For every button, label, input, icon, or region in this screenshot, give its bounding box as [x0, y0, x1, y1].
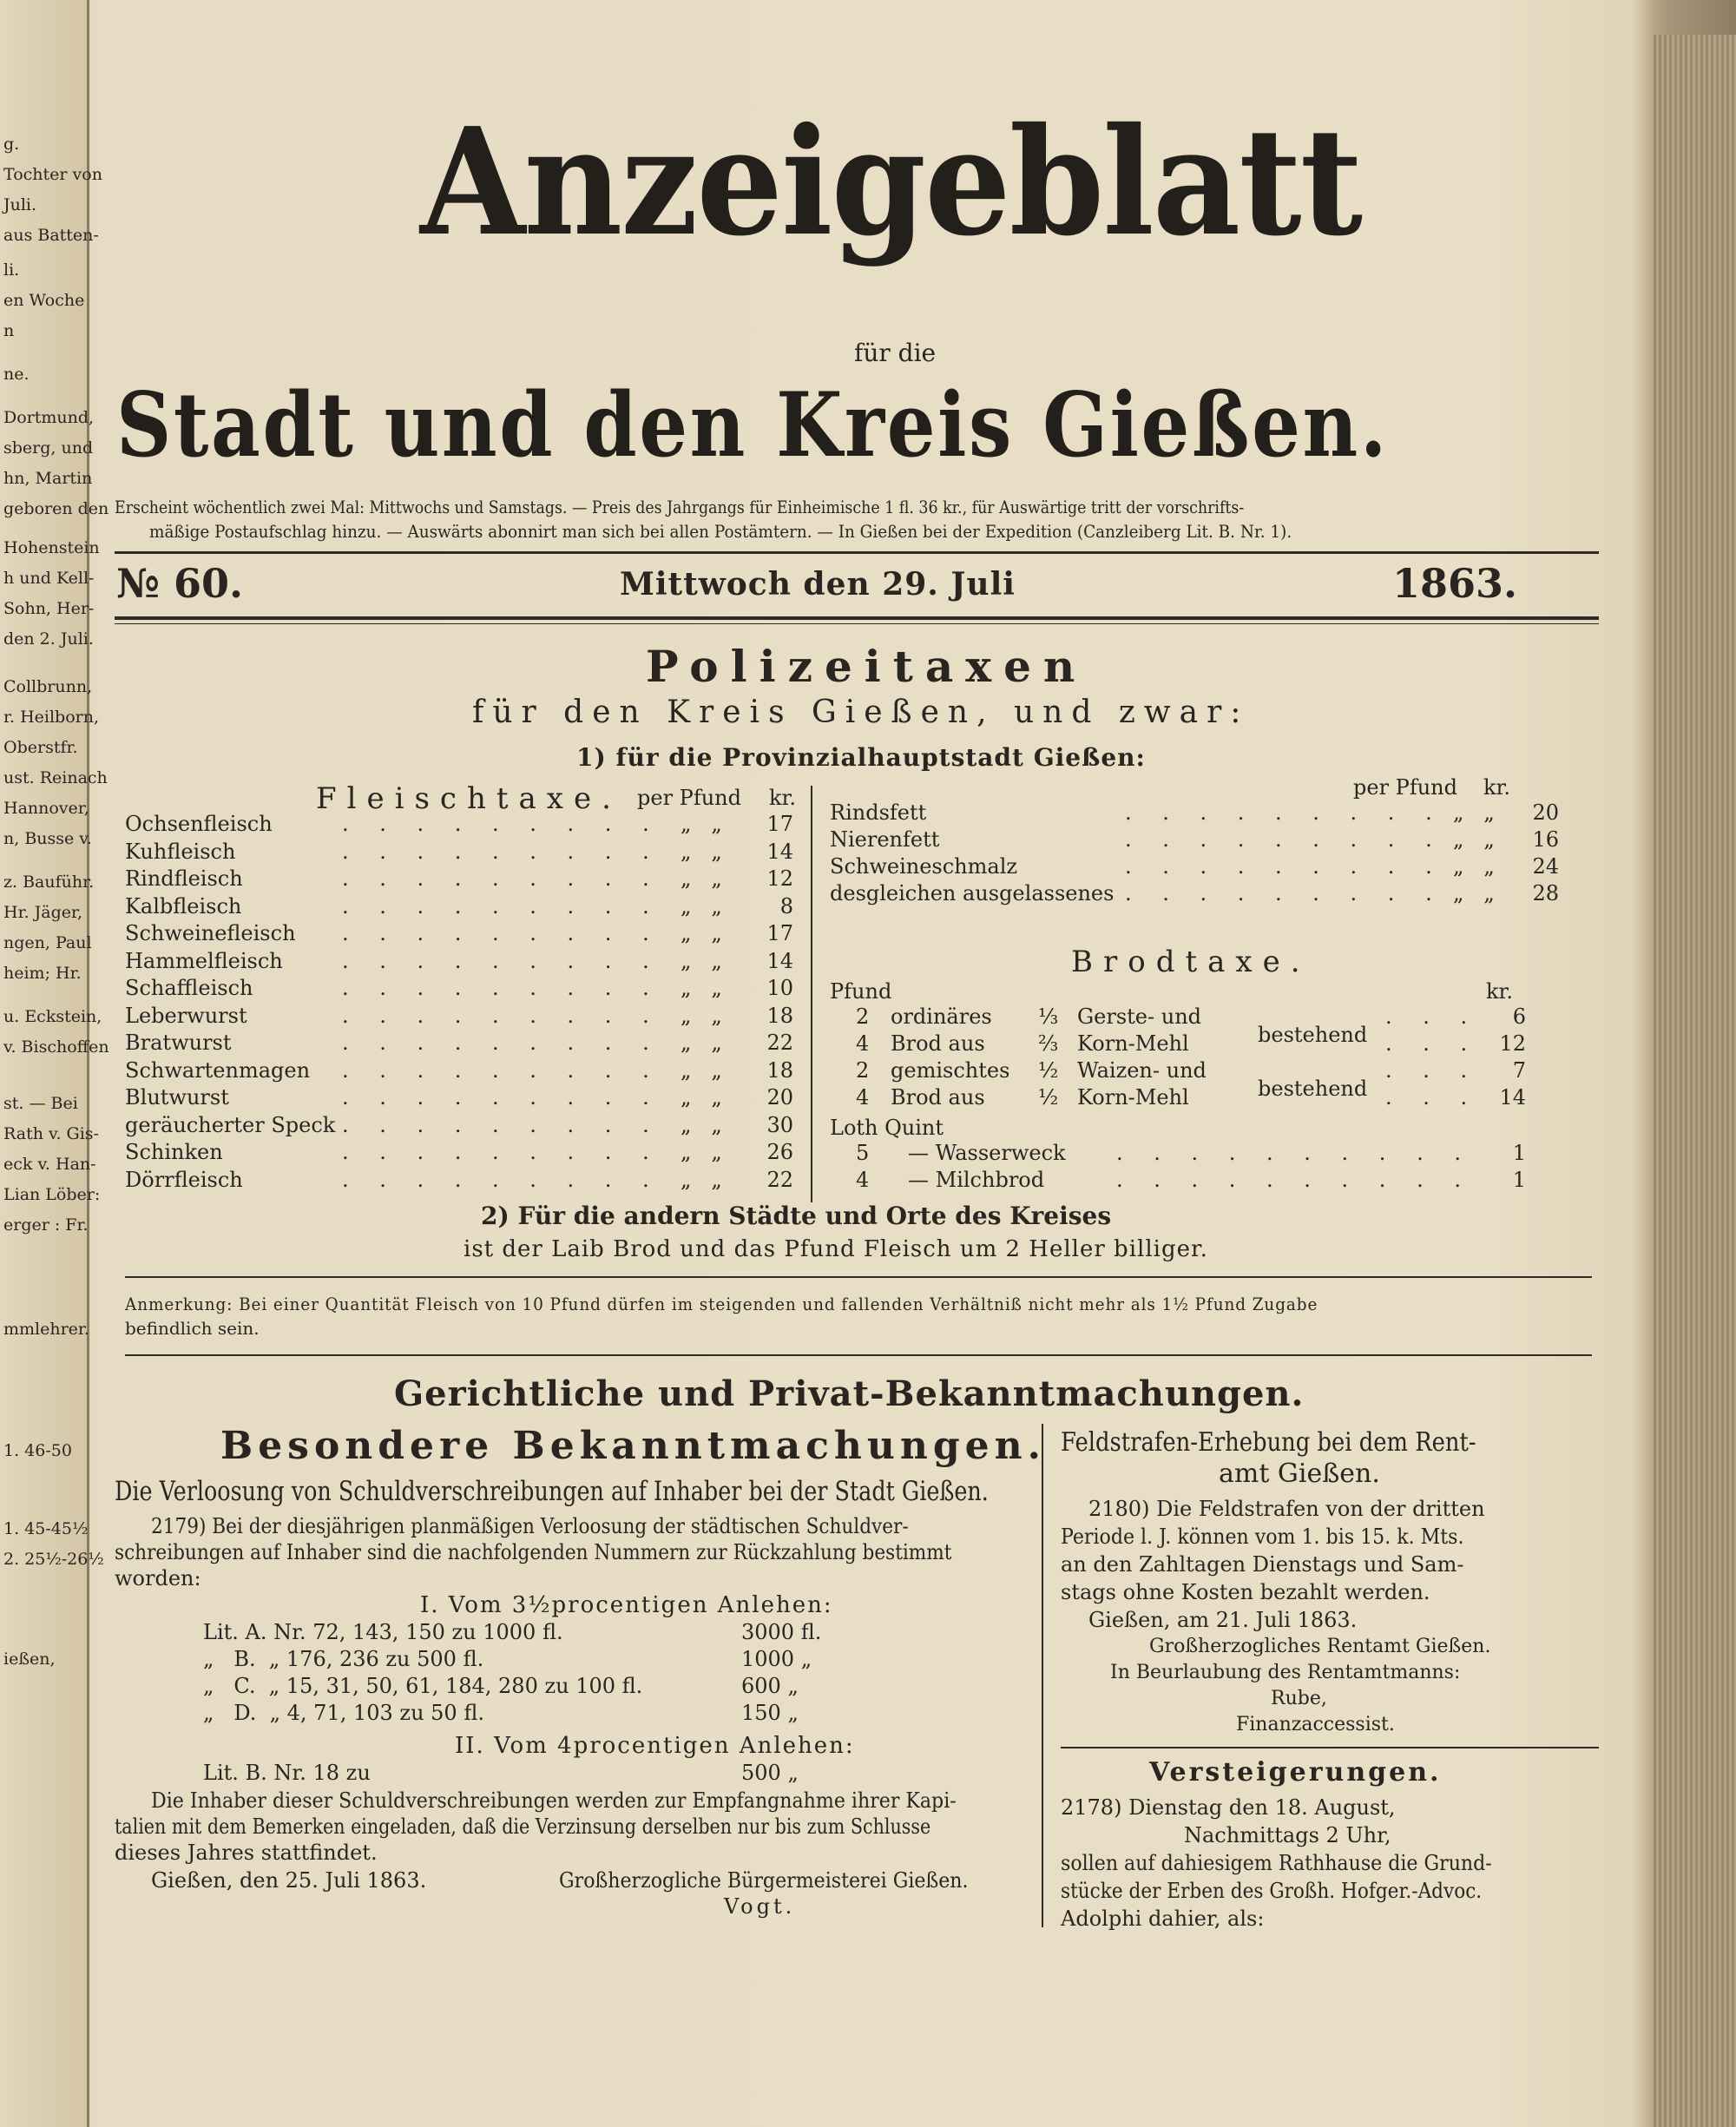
brod-price: 7 — [1512, 1058, 1526, 1083]
prev-page-fragment: ust. Reinach — [3, 768, 108, 787]
price-row — [125, 921, 819, 949]
prev-page-fragment: Oberstfr. — [3, 738, 78, 757]
prev-page-fragment: ngen, Paul — [3, 933, 92, 952]
price-item-name: Rindfleisch — [125, 866, 243, 891]
front-page — [90, 0, 1653, 2127]
brod-qty: 2 — [856, 1004, 870, 1029]
price-row — [830, 881, 1559, 908]
brod-fraction: ⅓ — [1038, 1004, 1059, 1029]
bekanntmachungen-heading: Gerichtliche und Privat-Bekanntmachungen. — [394, 1373, 1305, 1414]
price-value: 26 — [766, 1140, 793, 1164]
price-item-name: Rindsfett — [830, 800, 927, 825]
leader-dots: . . . . . . . . . — [342, 812, 661, 836]
page-stack-edge — [1654, 35, 1736, 2127]
loth-quint: Loth Quint — [830, 1116, 944, 1140]
price-value: 18 — [766, 1057, 793, 1083]
verloosung-intro-1: 2179) Bei der diesjährigen planmäßigen Verloosung der städtischen Schuldver- — [151, 1514, 909, 1538]
price-value: 16 — [1532, 827, 1559, 852]
prev-page-fragment: n — [3, 321, 15, 340]
weck-row — [830, 1141, 1542, 1168]
ditto-marks: „ „ — [681, 1167, 722, 1192]
leader-dots: . . . . . . . . . — [342, 1003, 661, 1028]
prev-page-fragment: heim; Hr. — [3, 964, 82, 983]
price-item-name: Schweinefleisch — [125, 921, 296, 945]
brod-qty: 4 — [856, 1031, 870, 1056]
prev-page-fragment: ießen, — [3, 1650, 56, 1669]
anlehen-row — [203, 1620, 1028, 1647]
brod-grain: Waizen- und — [1077, 1058, 1207, 1083]
verloosung-signer: Vogt. — [724, 1894, 796, 1919]
feldstrafen-place: Gießen, am 21. Juli 1863. — [1088, 1608, 1358, 1632]
price-item-name: Kalbfleisch — [125, 893, 242, 919]
ditto-marks: „ „ — [1453, 881, 1495, 905]
leader-dots: . . . . . . . . . — [342, 1167, 661, 1192]
prev-page-fragment: Hohenstein — [3, 538, 100, 557]
anlehen-row — [203, 1674, 1028, 1701]
price-item-name: Schinken — [125, 1140, 223, 1164]
ditto-marks: „ „ — [681, 866, 722, 891]
price-item-name: Schwartenmagen — [125, 1057, 311, 1083]
leader-dots: . . . — [1385, 1058, 1480, 1083]
verloosung-intro-3: worden: — [115, 1566, 201, 1590]
price-row — [125, 949, 819, 977]
ditto-marks: „ „ — [1453, 800, 1495, 825]
ditto-marks: „ „ — [681, 1003, 722, 1028]
price-item-name: Kuhfleisch — [125, 839, 236, 864]
anlehen-numbers: „ B. „ 176, 236 zu 500 fl. — [203, 1647, 484, 1671]
brod-grain: Korn-Mehl — [1077, 1031, 1189, 1056]
price-row — [125, 1168, 819, 1195]
prev-page-fragment: u. Eckstein, — [3, 1007, 102, 1026]
verloosung-intro-2: schreibungen auf Inhaber sind die nachfolgenden Nummern zur Rückzahlung bestimmt — [115, 1540, 952, 1564]
prev-page-fragment: geboren den — [3, 499, 109, 518]
leader-dots: . . . . . . . . . — [342, 1031, 661, 1055]
price-item-name: Dörrfleisch — [125, 1167, 243, 1192]
leader-dots: . . . . . . . . . — [1125, 827, 1444, 852]
prev-page-fragment: li. — [3, 260, 20, 280]
leader-dots: . . . . . . . . . — [1125, 881, 1444, 905]
leader-dots: . . . . . . . . . — [342, 976, 661, 1000]
prev-page-fragment: Tochter von — [3, 165, 102, 184]
prev-page-fragment: hn, Martin — [3, 469, 93, 488]
anlehen-amount: 3000 fl. — [741, 1620, 822, 1644]
price-value: 14 — [766, 839, 793, 864]
prev-page-fragment: en Woche — [3, 291, 85, 310]
price-row — [125, 1058, 819, 1086]
prev-page-fragment: n, Busse v. — [3, 829, 92, 848]
polizei-subheading: für den Kreis Gießen, und zwar: — [472, 695, 1250, 730]
leader-dots: . . . . . . . . . — [342, 839, 661, 864]
anlehen-amount: 500 „ — [741, 1761, 799, 1785]
leader-dots: . . . . . . . . . — [342, 948, 661, 973]
prev-page-fragment: r. Heilborn, — [3, 708, 100, 727]
fleisch-per-pfund: per Pfund — [637, 786, 741, 810]
weck-desc: — Milchbrod — [908, 1168, 1045, 1192]
section-rule — [125, 1354, 1592, 1356]
masthead-title: Anzeigeblatt — [420, 95, 1362, 269]
anlehen-amount: 600 „ — [741, 1674, 799, 1698]
leader-dots: . . . — [1385, 1004, 1480, 1029]
prev-page-fragment: z. Bauführ. — [3, 873, 95, 892]
brod-fraction: ½ — [1038, 1085, 1059, 1110]
anmerkung-line-2: befindlich sein. — [125, 1318, 260, 1339]
versteigerung-line-2: Nachmittags 2 Uhr, — [1184, 1823, 1391, 1847]
issue-date: Mittwoch den 29. Juli — [620, 566, 1016, 603]
brod-row — [830, 1031, 1542, 1058]
anlehen-row — [203, 1761, 1028, 1788]
weck-price: 1 — [1512, 1141, 1526, 1165]
anlehen-row — [203, 1647, 1028, 1674]
ditto-marks: „ „ — [681, 948, 722, 973]
polizei-heading: Polizeitaxen — [646, 641, 1088, 692]
price-item-name: geräucherter Speck — [125, 1112, 336, 1137]
versteigerung-line-1: 2178) Dienstag den 18. August, — [1061, 1795, 1396, 1820]
brod-price: 12 — [1499, 1031, 1526, 1056]
price-row — [830, 827, 1559, 854]
ditto-marks: „ „ — [681, 921, 722, 945]
prev-page-fragment: aus Batten- — [3, 226, 99, 245]
prev-page-fragment: Juli. — [3, 195, 37, 214]
anlehen-2-heading: II. Vom 4procentigen Anlehen: — [455, 1733, 855, 1759]
price-item-name: desgleichen ausgelassenes — [830, 881, 1115, 905]
leader-dots: . . . . . . . . . . — [1116, 1168, 1473, 1192]
masthead-subtitle: Stadt und den Kreis Gießen. — [116, 373, 1389, 477]
prev-page-fragment: st. — Bei — [3, 1094, 78, 1113]
price-row — [125, 1085, 819, 1113]
polizei-section-2-line: ist der Laib Brod und das Pfund Fleisch um 2 Heller billiger. — [464, 1236, 1208, 1262]
price-row — [125, 812, 819, 840]
versteigerungen-rule — [1061, 1747, 1599, 1748]
prev-page-fragment: Dortmund, — [3, 408, 95, 427]
prev-page-fragment: eck v. Han- — [3, 1155, 96, 1174]
anmerkung-line-1: Anmerkung: Bei einer Quantität Fleisch von 10 Pfund dürfen im steigenden und fallenden Verhältniß nicht mehr als 1½ Pfund Zugabe — [125, 1294, 1318, 1314]
feldstrafen-title-2: amt Gießen. — [1219, 1459, 1380, 1489]
weck-qty: 4 — [856, 1168, 870, 1192]
leader-dots: . . . . . . . . . — [342, 866, 661, 891]
brod-kr: kr. — [1486, 979, 1514, 1004]
polizei-section-2: 2) Für die andern Städte und Orte des Kreises — [481, 1202, 1112, 1230]
prev-page-fragment: Lian Löber: — [3, 1185, 101, 1204]
price-item-name: Ochsenfleisch — [125, 812, 273, 836]
price-row — [830, 800, 1559, 827]
price-value: 8 — [779, 893, 793, 919]
price-row — [125, 1004, 819, 1031]
brod-price: 6 — [1512, 1004, 1526, 1029]
verloosung-body-1: Die Inhaber dieser Schuldverschreibungen werden zur Empfangnahme ihrer Kapi- — [151, 1788, 957, 1813]
price-value: 22 — [766, 1167, 793, 1192]
feldstrafen-p4: stags ohne Kosten bezahlt werden. — [1061, 1580, 1430, 1604]
feldstrafen-role: Finanzaccessist. — [1236, 1714, 1395, 1735]
feldstrafen-name: Rube, — [1271, 1688, 1327, 1709]
weck-desc: — Wasserweck — [908, 1141, 1066, 1165]
ditto-marks: „ „ — [681, 839, 722, 864]
issue-number: № 60. — [116, 560, 244, 607]
anlehen-row — [203, 1701, 1028, 1728]
price-item-name: Schaffleisch — [125, 976, 253, 1000]
prev-page-fragment: den 2. Juli. — [3, 629, 94, 649]
bestehend-2: bestehend — [1258, 1077, 1368, 1101]
brod-price: 14 — [1499, 1085, 1526, 1110]
price-item-name: Schweineschmalz — [830, 854, 1018, 879]
polizei-section-1: 1) für die Provinzialhauptstadt Gießen: — [576, 743, 1146, 772]
price-value: 28 — [1532, 881, 1559, 905]
prev-page-fragment: 1. 45-45½ — [3, 1519, 89, 1538]
price-item-name: Blutwurst — [125, 1085, 229, 1110]
price-value: 14 — [766, 948, 793, 973]
ditto-marks: „ „ — [681, 893, 722, 919]
price-value: 18 — [766, 1003, 793, 1028]
ditto-marks: „ „ — [681, 1140, 722, 1164]
ditto-marks: „ „ — [681, 1085, 722, 1110]
polizei-column-divider — [811, 786, 812, 1202]
brod-row — [830, 1004, 1542, 1031]
ditto-marks: „ „ — [1453, 827, 1495, 852]
leader-dots: . . . . . . . . . — [1125, 800, 1444, 825]
leader-dots: . . . . . . . . . — [1125, 854, 1444, 879]
anlehen-numbers: „ C. „ 15, 31, 50, 61, 184, 280 zu 100 fl. — [203, 1674, 643, 1698]
masthead-info-line-1: Erscheint wöchentlich zwei Mal: Mittwochs und Samstags. — Preis des Jahrgangs für Einheimische 1 fl. 36 kr., für Auswärtige tritt der vorschrifts- — [115, 497, 1245, 517]
masthead-info-line-2: mäßige Postaufschlag hinzu. — Auswärts abonnirt man sich bei allen Postämtern. — In Gießen bei der Expedition (Canzleiberg Lit. B. Nr. 1). — [149, 521, 1292, 542]
verloosung-body-2: talien mit dem Bemerken eingeladen, daß die Verzinsung derselben nur bis zum Schlusse — [115, 1814, 931, 1839]
leader-dots: . . . . . . . . . — [342, 1140, 661, 1164]
ditto-marks: „ „ — [681, 1057, 722, 1083]
prev-page-fragment: ne. — [3, 365, 30, 384]
price-row — [125, 1140, 819, 1168]
prev-page-fragment: mmlehrer. — [3, 1320, 89, 1339]
versteigerung-line-3: sollen auf dahiesigem Rathhause die Grund- — [1061, 1851, 1492, 1875]
leader-dots: . . . — [1385, 1085, 1480, 1110]
price-value: 24 — [1532, 854, 1559, 879]
prev-page-fragment: 2. 25½-26½ — [3, 1550, 104, 1569]
leader-dots: . . . . . . . . . . — [1116, 1141, 1473, 1165]
verloosung-body-3: dieses Jahres stattfindet. — [115, 1841, 378, 1865]
verloosung-place: Gießen, den 25. Juli 1863. — [151, 1868, 427, 1893]
brod-desc: gemischtes — [891, 1058, 1010, 1083]
ditto-marks: „ „ — [681, 812, 722, 836]
price-value: 20 — [1532, 800, 1559, 825]
price-value: 17 — [766, 921, 793, 945]
feldstrafen-p1: 2180) Die Feldstrafen von der dritten — [1088, 1497, 1485, 1521]
prev-page-fragment: Hr. Jäger, — [3, 903, 83, 922]
weck-row — [830, 1168, 1542, 1195]
price-row — [125, 866, 819, 894]
price-value: 10 — [766, 976, 793, 1000]
brod-row — [830, 1058, 1542, 1085]
prev-page-fragment: Collbrunn, — [3, 677, 93, 696]
price-value: 30 — [766, 1112, 793, 1137]
leader-dots: . . . . . . . . . — [342, 893, 661, 919]
price-row — [125, 1031, 819, 1058]
masthead-rule-bottom-thin — [115, 623, 1599, 624]
weck-qty: 5 — [856, 1141, 870, 1165]
price-row — [830, 854, 1559, 881]
leader-dots: . . . — [1385, 1031, 1480, 1056]
brod-fraction: ⅔ — [1038, 1031, 1059, 1056]
brod-fraction: ½ — [1038, 1058, 1059, 1083]
ditto-marks: „ „ — [681, 1031, 722, 1055]
bestehend-1: bestehend — [1258, 1023, 1368, 1047]
brod-pfund: Pfund — [830, 979, 892, 1004]
anlehen-numbers: Lit. B. Nr. 18 zu — [203, 1761, 371, 1785]
brod-desc: Brod aus — [891, 1031, 985, 1056]
price-value: 20 — [766, 1085, 793, 1110]
price-value: 12 — [766, 866, 793, 891]
ditto-marks: „ „ — [681, 976, 722, 1000]
prev-page-fragment: Hannover, — [3, 799, 89, 818]
brod-desc: Brod aus — [891, 1085, 985, 1110]
prev-page-fragment: h und Kell- — [3, 569, 95, 588]
anlehen-amount: 1000 „ — [741, 1647, 812, 1671]
masthead-rule-bottom — [115, 616, 1599, 620]
leader-dots: . . . . . . . . . — [342, 1085, 661, 1110]
anlehen-1-heading: I. Vom 3½procentigen Anlehen: — [420, 1592, 833, 1618]
prev-page-fragment: v. Bischoffen — [3, 1037, 109, 1057]
leader-dots: . . . . . . . . . — [342, 1057, 661, 1083]
masthead-rule-top — [115, 551, 1599, 554]
ditto-marks: „ „ — [1453, 854, 1495, 879]
anlehen-numbers: Lit. A. Nr. 72, 143, 150 zu 1000 fl. — [203, 1620, 563, 1644]
feldstrafen-title-1: Feldstrafen-Erhebung bei dem Rent- — [1061, 1427, 1476, 1458]
versteigerung-line-5: Adolphi dahier, als: — [1061, 1906, 1265, 1931]
brod-row — [830, 1085, 1542, 1112]
prev-page-fragment: erger : Fr. — [3, 1215, 89, 1235]
brod-desc: ordinäres — [891, 1004, 992, 1029]
brod-qty: 2 — [856, 1058, 870, 1083]
verloosung-title: Die Verloosung von Schuldverschreibungen auf Inhaber bei der Stadt Gießen. — [115, 1476, 989, 1507]
price-item-name: Nierenfett — [830, 827, 940, 852]
anlehen-numbers: „ D. „ 4, 71, 103 zu 50 fl. — [203, 1701, 484, 1725]
issue-year: 1863. — [1392, 560, 1518, 607]
feldstrafen-p2: Periode l. J. können vom 1. bis 15. k. Mts. — [1061, 1524, 1464, 1549]
fett-kr: kr. — [1483, 775, 1511, 800]
price-value: 22 — [766, 1031, 793, 1055]
price-row — [125, 1113, 819, 1141]
masthead-fuer-die: für die — [854, 339, 937, 367]
bekanntmachungen-column-divider — [1042, 1424, 1043, 1927]
fleisch-kr: kr. — [769, 786, 797, 810]
besondere-heading: Besondere Bekanntmachungen. — [220, 1424, 1046, 1468]
fett-per-pfund: per Pfund — [1353, 775, 1457, 800]
price-row — [125, 840, 819, 867]
ditto-marks: „ „ — [681, 1112, 722, 1137]
weck-price: 1 — [1512, 1168, 1526, 1192]
previous-page-edge — [0, 0, 89, 2127]
brod-grain: Gerste- und — [1077, 1004, 1202, 1029]
price-row — [125, 894, 819, 922]
versteigerung-line-4: stücke der Erben des Großh. Hofger.-Advoc. — [1061, 1879, 1483, 1903]
prev-page-fragment: Rath v. Gis- — [3, 1124, 99, 1143]
prev-page-fragment: 1. 46-50 — [3, 1441, 72, 1460]
leader-dots: . . . . . . . . . — [342, 921, 661, 945]
prev-page-fragment: Sohn, Her- — [3, 599, 95, 618]
brod-heading: Brodtaxe. — [1071, 945, 1311, 979]
feldstrafen-authority: Großherzogliches Rentamt Gießen. — [1149, 1636, 1491, 1657]
price-item-name: Hammelfleisch — [125, 948, 283, 973]
brod-grain: Korn-Mehl — [1077, 1085, 1189, 1110]
prev-page-fragment: g. — [3, 135, 20, 154]
feldstrafen-p3: an den Zahltagen Dienstags und Sam- — [1061, 1552, 1464, 1577]
price-item-name: Bratwurst — [125, 1031, 232, 1055]
anlehen-amount: 150 „ — [741, 1701, 799, 1725]
brod-qty: 4 — [856, 1085, 870, 1110]
polizei-rule — [125, 1276, 1592, 1278]
fleisch-heading: Fleischtaxe. — [316, 781, 621, 816]
price-item-name: Leberwurst — [125, 1003, 247, 1028]
feldstrafen-absence: In Beurlaubung des Rentamtmanns: — [1110, 1662, 1461, 1683]
leader-dots: . . . . . . . . . — [342, 1112, 661, 1137]
verloosung-authority: Großherzogliche Bürgermeisterei Gießen. — [559, 1868, 969, 1893]
prev-page-fragment: sberg, und — [3, 438, 94, 458]
price-row — [125, 976, 819, 1004]
versteigerungen-heading: Versteigerungen. — [1149, 1757, 1442, 1788]
price-value: 17 — [766, 812, 793, 836]
